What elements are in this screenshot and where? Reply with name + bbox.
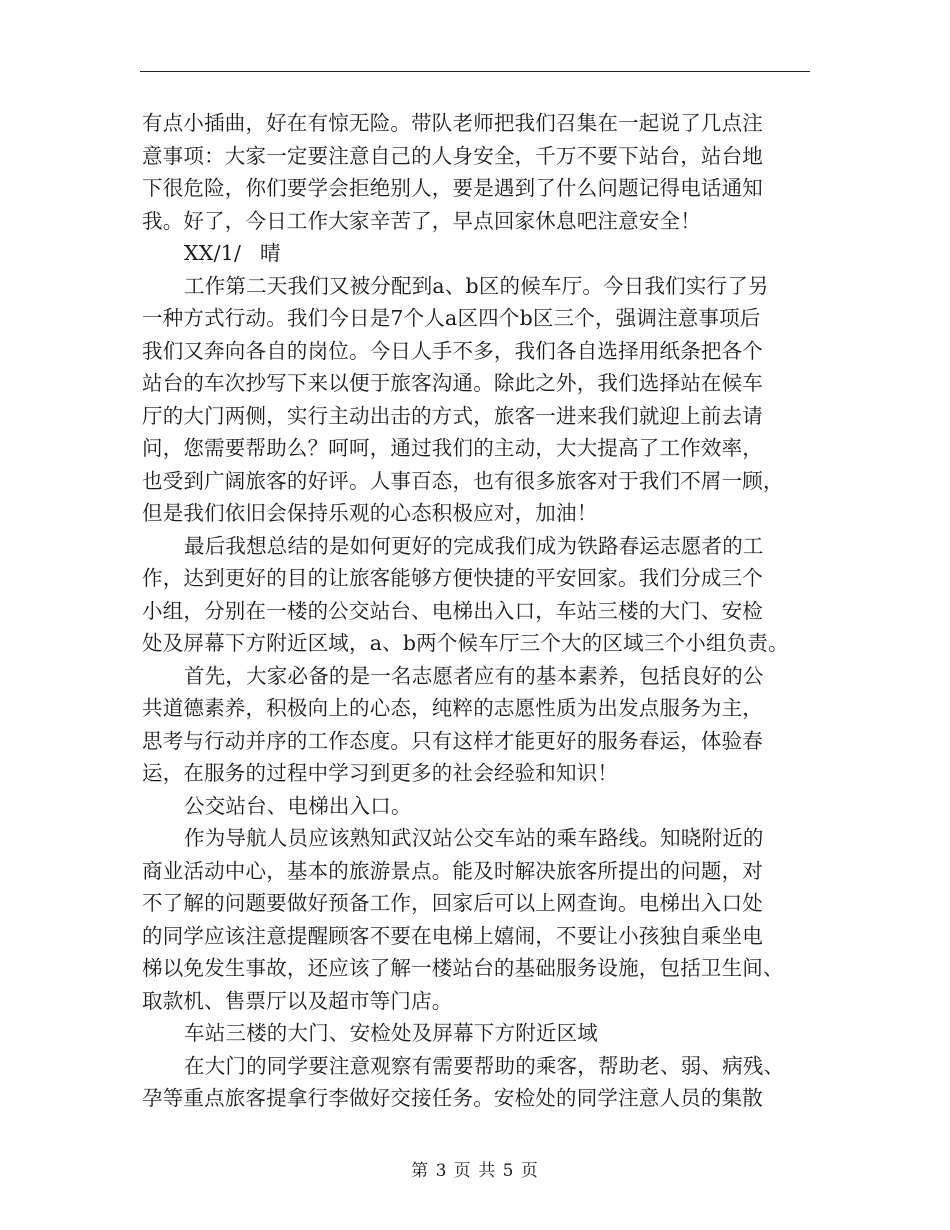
text-line: 不了解的问题要做好预备工作，回家后可以上网查询。电梯出入口处 [142,891,763,915]
text-line: 梯以免发生事故，还应该了解一楼站台的基础服务设施，包括卫生间、 [142,956,784,980]
paragraph-1 [142,107,810,237]
weather-text: 晴 [260,241,281,265]
text-line: 作为导航人员应该熟知武汉站公交车站的乘车路线。知晓附近的 [184,826,764,850]
text-line: 但是我们依旧会保持乐观的心态积极应对，加油！ [142,501,598,525]
text-line: 站台的车次抄写下来以便于旅客沟通。除此之外，我们选择站在候车 [142,371,763,395]
paragraph-4 [142,660,810,790]
text-line: 作，达到更好的目的让旅客能够方便快捷的平安回家。我们分成三个 [142,566,763,590]
text-line: 运，在服务的过程中学习到更多的社会经验和知识！ [142,761,619,785]
section-heading: 车站三楼的大门、安检处及屏幕下方附近区域 [184,1021,598,1045]
page-number: 第 3 页 共 5 页 [411,1161,539,1181]
text-line: 工作第二天我们又被分配到a、b区的候车厅。今日我们实行了另 [184,273,769,298]
text-line: 最后我想总结的是如何更好的完成我们成为铁路春运志愿者的工 [184,533,764,558]
text-line: 商业活动中心，基本的旅游景点。能及时解决旅客所提出的问题，对 [142,858,763,883]
text-line: 共道德素养，积极向上的心态，纯粹的志愿性质为出发点服务为主， [142,696,763,720]
text-line: 小组，分别在一楼的公交站台、电梯出入口，车站三楼的大门、安检 [142,598,763,623]
document-body [142,107,810,1115]
paragraph-6 [142,1050,810,1115]
text-line: 取款机、售票厅以及超市等门店。 [142,988,453,1013]
dateline [142,237,810,270]
section-heading: 公交站台、电梯出入口。 [184,793,412,818]
date-text: XX/1/ [184,241,242,265]
text-line: 厅的大门两侧，实行主动出击的方式，旅客一进来我们就迎上前去请 [142,403,763,428]
header-rule [140,71,810,72]
text-line: 我们又奔向各自的岗位。今日人手不多，我们各自选择用纸条把各个 [142,338,763,363]
text-line: 意事项：大家一定要注意自己的人身安全，千万不要下站台，站台地 [142,143,763,168]
text-line: 在大门的同学要注意观察有需要帮助的乘客，帮助老、弱、病残、 [184,1053,785,1078]
text-line: 一种方式行动。我们今日是7个人a区四个b区三个，强调注意事项后 [142,306,761,330]
text-line: 的同学应该注意提醒顾客不要在电梯上嬉闹，不要让小孩独自乘坐电 [142,923,763,948]
text-line: 孕等重点旅客提拿行李做好交接任务。安检处的同学注意人员的集散 [142,1086,763,1110]
paragraph-3 [142,530,810,660]
text-line: 处及屏幕下方附近区域，a、b两个候车厅三个大的区域三个小组负责。 [142,631,789,655]
paragraph-5 [142,822,810,1017]
text-line: 思考与行动并序的工作态度。只有这样才能更好的服务春运，体验春 [142,728,763,753]
text-line: 有点小插曲，好在有惊无险。带队老师把我们召集在一起说了几点注 [142,111,763,135]
text-line: 问，您需要帮助么？呵呵，通过我们的主动，大大提高了工作效率， [142,436,763,460]
paragraph-2 [142,270,810,530]
text-line: 下很危险，你们要学会拒绝别人，要是遇到了什么问题记得电话通知 [142,176,763,200]
text-line: 我。好了，今日工作大家辛苦了，早点回家休息吧注意安全！ [142,208,701,233]
text-line: 也受到广阔旅客的好评。人事百态，也有很多旅客对于我们不屑一顾， [142,468,784,493]
text-line: 首先，大家必备的是一名志愿者应有的基本素养，包括良好的公 [184,663,764,688]
